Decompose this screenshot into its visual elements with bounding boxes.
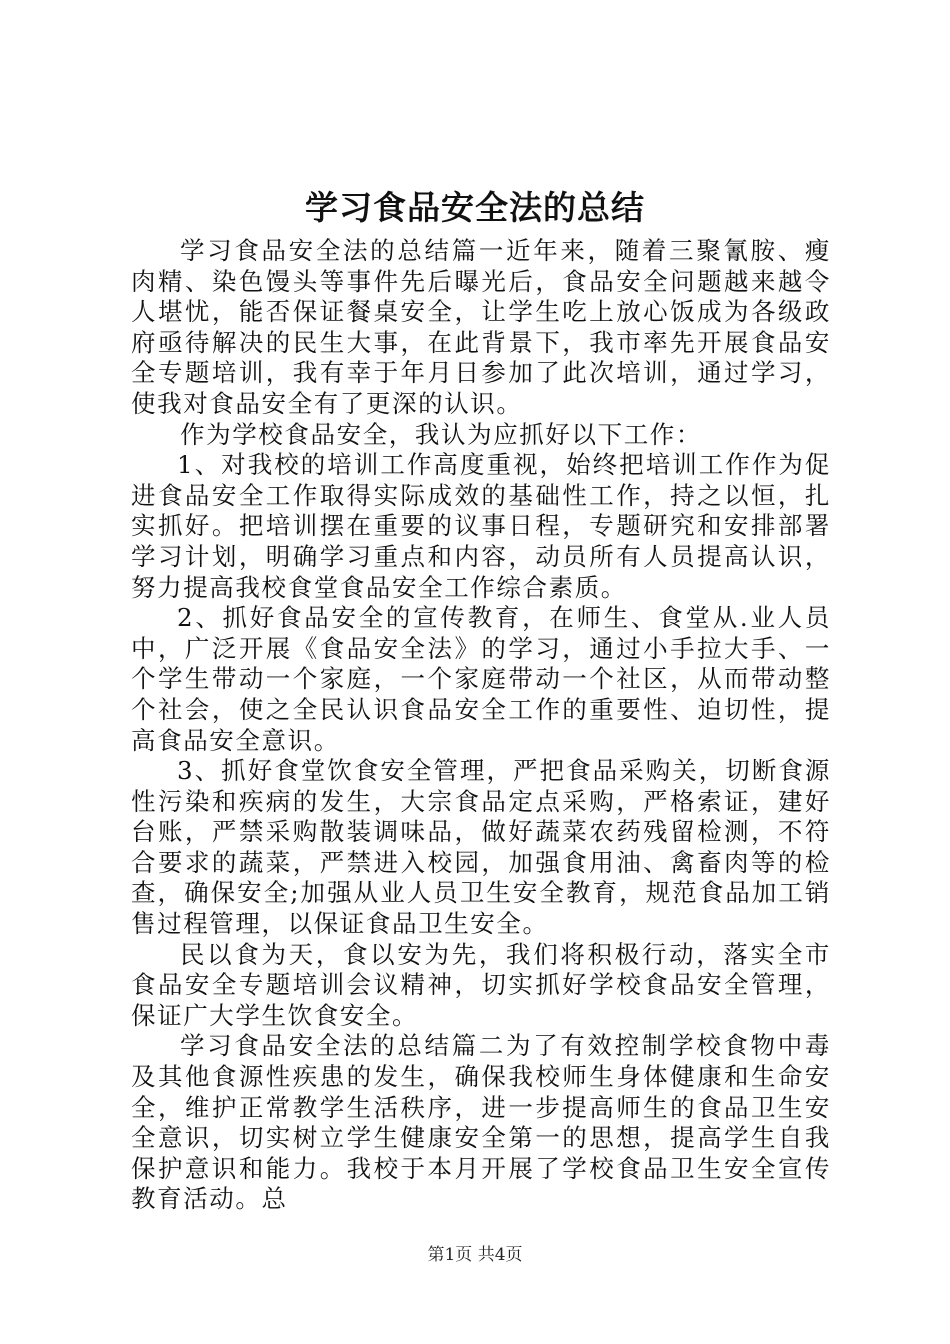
- paragraph-item-2: 2、抓好食品安全的宣传教育，在师生、食堂从.业人员中，广泛开展《食品安全法》的学习，通过小手拉大手、一个学生带动一个家庭，一个家庭带动一个社区，从而带动整个社会，使之全民认识食品安全工作的重要性、迫切性，提高食品安全意识。: [131, 603, 831, 755]
- page-footer: 第1页 共4页: [427, 1245, 523, 1265]
- paragraph-part-two: 学习食品安全法的总结篇二为了有效控制学校食物中毒及其他食源性疾患的发生，确保我校师生身体健康和生命安全，维护正常教学生活秩序，进一步提高师生的食品卫生安全意识，切实树立学生健康安全第一的思想，提高学生自我保护意识和能力。我校于本月开展了学校食品卫生安全宣传教育活动。总: [131, 1031, 831, 1214]
- document-body: [131, 236, 831, 1215]
- document-title: 学习食品安全法的总结: [305, 188, 645, 227]
- paragraph-work-items-intro: 作为学校食品安全，我认为应抓好以下工作：: [180, 419, 702, 449]
- paragraph-item-1: 1、对我校的培训工作高度重视，始终把培训工作作为促进食品安全工作取得实际成效的基础性工作，持之以恒，扎实抓好。把培训摆在重要的议事日程，专题研究和安排部署学习计划，明确学习重点和内容，动员所有人员提高认识，努力提高我校食堂食品安全工作综合素质。: [131, 450, 831, 602]
- paragraph-intro: 学习食品安全法的总结篇一近年来，随着三聚氰胺、瘦肉精、染色馒头等事件先后曝光后，食品安全问题越来越令人堪忧，能否保证餐桌安全，让学生吃上放心饭成为各级政府亟待解决的民生大事，在此背景下，我市率先开展食品安全专题培训，我有幸于年月日参加了此次培训，通过学习，使我对食品安全有了更深的认识。: [131, 236, 831, 418]
- paragraph-item-3: 3、抓好食堂饮食安全管理，严把食品采购关，切断食源性污染和疾病的发生，大宗食品定点采购，严格索证，建好台账，严禁采购散装调味品，做好蔬菜农药残留检测，不符合要求的蔬菜，严禁进入校园，加强食用油、禽畜肉等的检查，确保安全;加强从业人员卫生安全教育，规范食品加工销售过程管理，以保证食品卫生安全。: [131, 756, 831, 939]
- paragraph-conclusion: 民以食为天，食以安为先，我们将积极行动，落实全市食品安全专题培训会议精神，切实抓好学校食品安全管理，保证广大学生饮食安全。: [131, 939, 831, 1030]
